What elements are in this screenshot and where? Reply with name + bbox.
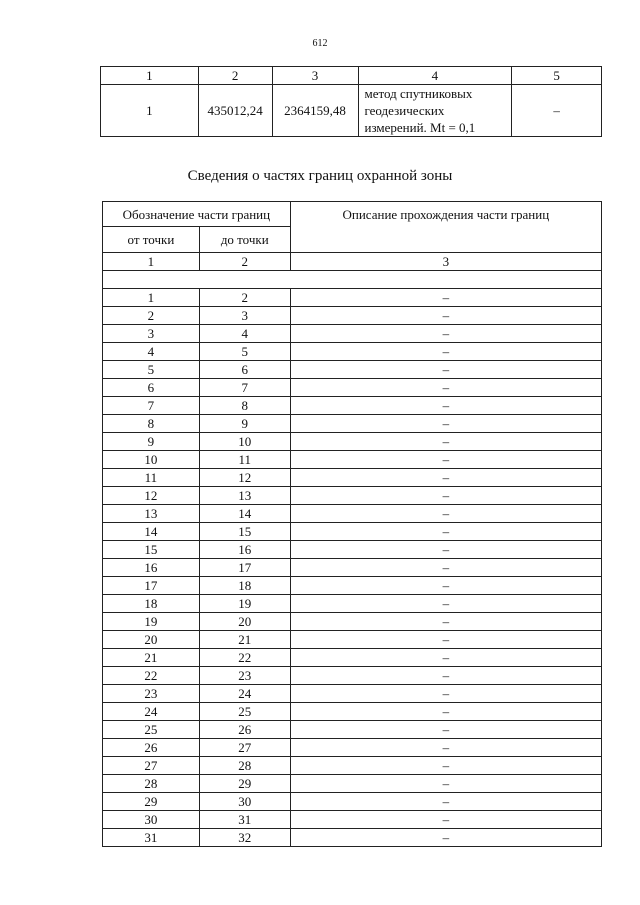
to-point-cell: 9 [199, 415, 290, 433]
to-point-cell: 12 [199, 469, 290, 487]
from-point-cell: 16 [103, 559, 200, 577]
from-point-cell: 7 [103, 397, 200, 415]
from-point-cell: 2 [103, 307, 200, 325]
from-point-cell: 11 [103, 469, 200, 487]
table-row [103, 793, 602, 811]
from-point-cell: 1 [103, 289, 200, 307]
description-cell: – [290, 487, 601, 505]
table-row [103, 739, 602, 757]
description-cell: – [290, 433, 601, 451]
col-number-cell: 1 [101, 67, 199, 85]
table-row [103, 343, 602, 361]
to-point-cell: 3 [199, 307, 290, 325]
table-row [103, 685, 602, 703]
boundary-parts-body [103, 289, 602, 847]
to-point-cell: 28 [199, 757, 290, 775]
from-point-cell: 20 [103, 631, 200, 649]
description-cell: – [290, 703, 601, 721]
boundary-parts-table [102, 201, 602, 847]
table-row [103, 433, 602, 451]
to-point-cell: 16 [199, 541, 290, 559]
table-row [103, 361, 602, 379]
to-point-cell: 11 [199, 451, 290, 469]
from-point-cell: 5 [103, 361, 200, 379]
table-row [103, 757, 602, 775]
table-row [103, 829, 602, 847]
column-number-row [103, 253, 602, 271]
from-point-cell: 18 [103, 595, 200, 613]
col-number-cell: 5 [512, 67, 602, 85]
to-point-cell: 21 [199, 631, 290, 649]
from-point-cell: 8 [103, 415, 200, 433]
description-cell: – [290, 721, 601, 739]
to-point-cell: 15 [199, 523, 290, 541]
to-point-cell: 4 [199, 325, 290, 343]
table-row [103, 325, 602, 343]
to-point-cell: 29 [199, 775, 290, 793]
to-point-cell: 32 [199, 829, 290, 847]
description-cell: – [290, 397, 601, 415]
table-row [103, 487, 602, 505]
to-point-cell: 31 [199, 811, 290, 829]
from-point-cell: 28 [103, 775, 200, 793]
method-cell [358, 85, 512, 137]
from-point-cell: 13 [103, 505, 200, 523]
to-point-cell: 22 [199, 649, 290, 667]
from-point-cell: 21 [103, 649, 200, 667]
coordinates-data-row [101, 85, 602, 137]
description-cell: – [290, 811, 601, 829]
from-point-cell: 31 [103, 829, 200, 847]
coordinates-header-row [101, 67, 602, 85]
table-row [103, 577, 602, 595]
description-cell: – [290, 739, 601, 757]
col-number-cell: 3 [290, 253, 601, 271]
from-point-cell: 22 [103, 667, 200, 685]
table-row [103, 721, 602, 739]
description-cell: – [290, 505, 601, 523]
description-cell: – [290, 469, 601, 487]
to-point-cell: 27 [199, 739, 290, 757]
to-point-cell: 30 [199, 793, 290, 811]
description-cell: – [290, 361, 601, 379]
description-cell: – [290, 793, 601, 811]
table-row [103, 775, 602, 793]
description-cell: – [290, 523, 601, 541]
from-point-cell: 10 [103, 451, 200, 469]
col-number-cell: 2 [198, 67, 272, 85]
from-point-cell: 24 [103, 703, 200, 721]
table-row [103, 307, 602, 325]
description-cell: – [290, 325, 601, 343]
blank-row [103, 271, 602, 289]
col-number-cell: 3 [272, 67, 358, 85]
to-point-cell: 13 [199, 487, 290, 505]
to-point-cell: 19 [199, 595, 290, 613]
from-point-cell: 17 [103, 577, 200, 595]
description-cell: – [290, 577, 601, 595]
description-header: Описание прохождения части границ [290, 202, 601, 253]
blank-cell [103, 271, 602, 289]
to-point-cell: 23 [199, 667, 290, 685]
table-row [103, 559, 602, 577]
to-point-cell: 24 [199, 685, 290, 703]
table-row [103, 811, 602, 829]
note-cell: – [512, 85, 602, 137]
to-point-cell: 5 [199, 343, 290, 361]
section-title: Сведения о частях границ охранной зоны [187, 168, 453, 184]
from-point-cell: 23 [103, 685, 200, 703]
table-row [103, 703, 602, 721]
description-cell: – [290, 307, 601, 325]
from-point-cell: 30 [103, 811, 200, 829]
table-row [103, 631, 602, 649]
from-point-cell: 14 [103, 523, 200, 541]
description-cell: – [290, 289, 601, 307]
description-cell: – [290, 631, 601, 649]
col-number-cell: 4 [358, 67, 512, 85]
table-row [103, 541, 602, 559]
to-point-cell: 7 [199, 379, 290, 397]
to-point-cell: 20 [199, 613, 290, 631]
description-cell: – [290, 343, 601, 361]
description-cell: – [290, 415, 601, 433]
description-cell: – [290, 685, 601, 703]
table-row [103, 613, 602, 631]
method-line: метод спутниковых [364, 86, 473, 101]
x-coordinate-cell: 435012,24 [198, 85, 272, 137]
from-point-cell: 9 [103, 433, 200, 451]
coordinates-table [100, 66, 602, 137]
table-row [103, 451, 602, 469]
to-point-cell: 14 [199, 505, 290, 523]
description-cell: – [290, 595, 601, 613]
from-point-header: от точки [103, 227, 200, 253]
from-point-cell: 29 [103, 793, 200, 811]
page-number: 612 [312, 38, 328, 49]
from-point-cell: 19 [103, 613, 200, 631]
point-number-cell: 1 [101, 85, 199, 137]
table-row [103, 415, 602, 433]
from-point-cell: 15 [103, 541, 200, 559]
description-cell: – [290, 649, 601, 667]
table-row [103, 595, 602, 613]
method-line: измерений. Mt = 0,1 [364, 120, 476, 135]
description-cell: – [290, 559, 601, 577]
from-point-cell: 26 [103, 739, 200, 757]
description-cell: – [290, 757, 601, 775]
to-point-cell: 6 [199, 361, 290, 379]
to-point-cell: 18 [199, 577, 290, 595]
to-point-cell: 8 [199, 397, 290, 415]
col-number-cell: 2 [199, 253, 290, 271]
method-line: геодезических [364, 103, 445, 118]
description-cell: – [290, 775, 601, 793]
from-point-cell: 6 [103, 379, 200, 397]
table-row [103, 397, 602, 415]
table-row [103, 469, 602, 487]
col-number-cell: 1 [103, 253, 200, 271]
y-coordinate-cell: 2364159,48 [272, 85, 358, 137]
from-point-cell: 3 [103, 325, 200, 343]
table-row [103, 289, 602, 307]
from-point-cell: 12 [103, 487, 200, 505]
to-point-cell: 10 [199, 433, 290, 451]
table-row [103, 379, 602, 397]
to-point-cell: 25 [199, 703, 290, 721]
from-point-cell: 4 [103, 343, 200, 361]
to-point-cell: 26 [199, 721, 290, 739]
table-row [103, 649, 602, 667]
table-row [103, 667, 602, 685]
table-row [103, 505, 602, 523]
description-cell: – [290, 541, 601, 559]
description-cell: – [290, 451, 601, 469]
table-row [103, 523, 602, 541]
to-point-header: до точки [199, 227, 290, 253]
description-cell: – [290, 667, 601, 685]
description-cell: – [290, 829, 601, 847]
to-point-cell: 17 [199, 559, 290, 577]
description-cell: – [290, 613, 601, 631]
to-point-cell: 2 [199, 289, 290, 307]
designation-header: Обозначение части границ [103, 202, 291, 227]
from-point-cell: 27 [103, 757, 200, 775]
description-cell: – [290, 379, 601, 397]
from-point-cell: 25 [103, 721, 200, 739]
